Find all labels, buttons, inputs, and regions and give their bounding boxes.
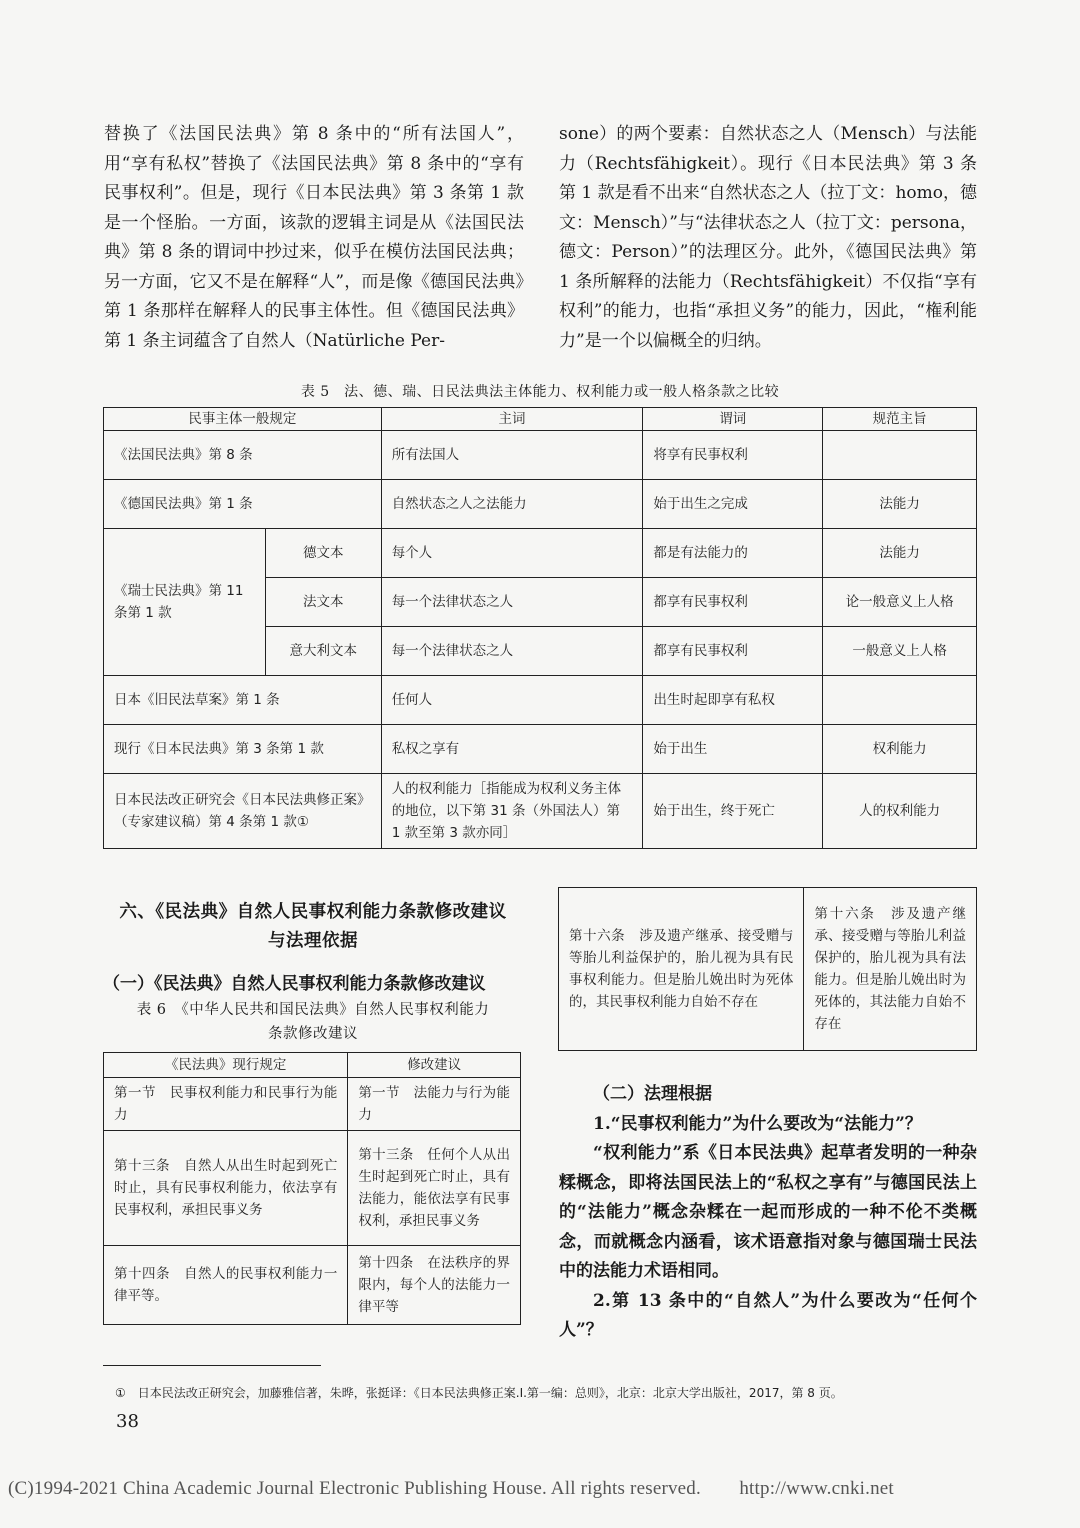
cell-law: 《法国民法典》第 8 条 bbox=[104, 431, 382, 480]
cell-law: 现行《日本民法典》第 3 条第 1 款 bbox=[104, 725, 382, 774]
cell-law: 《德国民法典》第 1 条 bbox=[104, 480, 382, 529]
cell-subject: 私权之享有 bbox=[381, 725, 643, 774]
table-row bbox=[104, 1131, 521, 1246]
cell-predicate: 始于出生之完成 bbox=[643, 480, 823, 529]
cell-purpose: 人的权利能力 bbox=[823, 774, 977, 849]
paragraph: 替换了《法国民法典》第 8 条中的“所有法国人”，用“享有私权”替换了《法国民法典》第 8 条中的“享有民事权利”。但是，现行《日本民法典》第 3 条第 1 款是一个怪胎。一方面，该款的逻辑主词是从《法国民法典》第 8 条的谓词中抄过来，似乎在模仿法国民法典；另一方面，它又不是在解释“人”，而是像《德国民法典》第 1 条那样在解释人的民事主体性。但《德国民法典》第 1 条主词蕴含了自然人（Natürliche Per- bbox=[104, 124, 524, 351]
cell-version: 法文本 bbox=[265, 578, 381, 627]
cell-predicate: 都是有法能力的 bbox=[643, 529, 823, 578]
table-header-row bbox=[104, 1053, 521, 1078]
table-row bbox=[104, 774, 977, 849]
cell-law: 日本民法改正研究会《日本民法典修正案》（专家建议稿）第 4 条第 1 款① bbox=[104, 774, 382, 849]
cell-proposal: 第十三条 任何个人从出生时起到死亡时止，具有法能力，能依法享有民事权利，承担民事义务 bbox=[348, 1131, 521, 1246]
cell-purpose bbox=[823, 676, 977, 725]
cell-proposal: 第十四条 在法秩序的界限内，每个人的法能力一律平等 bbox=[348, 1246, 521, 1325]
cell-proposal: 第十六条 涉及遗产继承、接受赠与等胎儿利益保护的，胎儿视为具有法能力。但是胎儿娩出时为死体的，其法能力自始不存在 bbox=[804, 888, 977, 1051]
cell-subject: 每一个法律状态之人 bbox=[381, 627, 643, 676]
table-row bbox=[104, 1246, 521, 1325]
subsection-heading: （一）《民法典》自然人民事权利能力条款修改建议 bbox=[103, 974, 486, 994]
table-row bbox=[104, 431, 977, 480]
cell-current: 第十三条 自然人从出生时起到死亡时止，具有民事权利能力，依法享有民事权利，承担民事义务 bbox=[104, 1131, 348, 1246]
table6-caption-line1: 表 6 《中华人民共和国民法典》自然人民事权利能力 bbox=[136, 1002, 490, 1018]
cell-predicate: 始于出生 bbox=[643, 725, 823, 774]
subsection-heading: （二）法理根据 bbox=[593, 1084, 712, 1104]
question-1: 1.“民事权利能力”为什么要改为“法能力”？ bbox=[593, 1113, 922, 1134]
table-row bbox=[104, 725, 977, 774]
left-column-text bbox=[104, 120, 524, 356]
cell-purpose: 权利能力 bbox=[823, 725, 977, 774]
cell-law: 《瑞士民法典》第 11 条第 1 款 bbox=[104, 529, 266, 676]
header-cell: 民事主体一般规定 bbox=[104, 408, 382, 431]
copyright-footer: (C)1994-2021 China Academic Journal Electronic Publishing House. All rights reserved. http://www.cnki.net bbox=[8, 1478, 894, 1499]
cell-subject: 每个人 bbox=[381, 529, 643, 578]
header-cell: 谓词 bbox=[643, 408, 823, 431]
paragraph: sone）的两个要素：自然状态之人（Mensch）与法能力（Rechtsfähigkeit）。现行《日本民法典》第 3 条第 1 款是看不出来“自然状态之人（拉丁文：homo，德文：Mensch）”与“法律状态之人（拉丁文：persona，德文：Person）”的法理区分。此外，《德国民法典》第 1 条所解释的法能力（Rechtsfähigkeit）不仅指“享有权利”的能力，也指“承担义务”的能力，因此，“権利能力”是一个以偏概全的归纳。 bbox=[559, 124, 977, 351]
cell-purpose: 一般意义上人格 bbox=[823, 627, 977, 676]
cell-subject: 人的权利能力［指能成为权利义务主体的地位，以下第 31 条（外国法人）第 1 款至第 3 款亦同］ bbox=[381, 774, 643, 849]
page-number: 38 bbox=[116, 1411, 139, 1432]
cell-proposal: 第一节 法能力与行为能力 bbox=[348, 1078, 521, 1131]
cell-purpose: 论一般意义上人格 bbox=[823, 578, 977, 627]
cell-predicate: 将享有民事权利 bbox=[643, 431, 823, 480]
table6 bbox=[103, 1052, 521, 1325]
footnote-divider bbox=[103, 1365, 321, 1366]
cell-version: 德文本 bbox=[265, 529, 381, 578]
table-row bbox=[104, 1078, 521, 1131]
question-2: 2.第 13 条中的“自然人”为什么要改为“任何个人”？ bbox=[559, 1290, 977, 1340]
table6-continued bbox=[558, 887, 977, 1051]
section-heading-line2: 与法理依据 bbox=[268, 931, 358, 951]
table-row bbox=[104, 676, 977, 725]
header-cell: 《民法典》现行规定 bbox=[104, 1053, 348, 1078]
cell-subject: 所有法国人 bbox=[381, 431, 643, 480]
table5-caption: 表 5 法、德、瑞、日民法典法主体能力、权利能力或一般人格条款之比较 bbox=[300, 384, 780, 400]
cell-predicate: 出生时起即享有私权 bbox=[643, 676, 823, 725]
cell-current: 第十六条 涉及遗产继承、接受赠与等胎儿利益保护的，胎儿视为具有民事权利能力。但是胎儿娩出时为死体的，其民事权利能力自始不存在 bbox=[559, 888, 804, 1051]
table-row bbox=[104, 480, 977, 529]
section-heading bbox=[103, 898, 523, 956]
cell-purpose: 法能力 bbox=[823, 529, 977, 578]
cell-subject: 任何人 bbox=[381, 676, 643, 725]
cell-purpose bbox=[823, 431, 977, 480]
cell-law: 日本《旧民法草案》第 1 条 bbox=[104, 676, 382, 725]
paragraph: “权利能力”系《日本民法典》起草者发明的一种杂糅概念，即将法国民法上的“私权之享有”与德国民法上的“法能力”概念杂糅在一起而形成的一种不伦不类概念，而就概念内涵看，该术语意指对象与德国瑞士民法中的法能力术语相同。 bbox=[559, 1143, 977, 1281]
cell-predicate: 都享有民事权利 bbox=[643, 578, 823, 627]
cell-current: 第一节 民事权利能力和民事行为能力 bbox=[104, 1078, 348, 1131]
cell-purpose: 法能力 bbox=[823, 480, 977, 529]
header-cell: 规范主旨 bbox=[823, 408, 977, 431]
table5 bbox=[103, 407, 977, 849]
right-column-text bbox=[559, 120, 977, 356]
footnote: ① 日本民法改正研究会，加藤雅信著，朱晔，张挺译：《日本民法典修正案.I.第一编：总则》，北京：北京大学出版社，2017，第 8 页。 bbox=[115, 1386, 843, 1400]
table-row bbox=[559, 888, 977, 1051]
header-cell: 主词 bbox=[381, 408, 643, 431]
cell-predicate: 始于出生，终于死亡 bbox=[643, 774, 823, 849]
legal-basis-section bbox=[559, 1080, 977, 1346]
table-row bbox=[104, 529, 977, 578]
header-cell: 修改建议 bbox=[348, 1053, 521, 1078]
cell-predicate: 都享有民事权利 bbox=[643, 627, 823, 676]
table6-caption-line2: 条款修改建议 bbox=[268, 1026, 358, 1042]
section-heading-line1: 六、《民法典》自然人民事权利能力条款修改建议 bbox=[119, 902, 507, 922]
cell-subject: 每一个法律状态之人 bbox=[381, 578, 643, 627]
cell-current: 第十四条 自然人的民事权利能力一律平等。 bbox=[104, 1246, 348, 1325]
cell-version: 意大利文本 bbox=[265, 627, 381, 676]
cell-subject: 自然状态之人之法能力 bbox=[381, 480, 643, 529]
table6-caption bbox=[103, 998, 523, 1046]
table-header-row bbox=[104, 408, 977, 431]
